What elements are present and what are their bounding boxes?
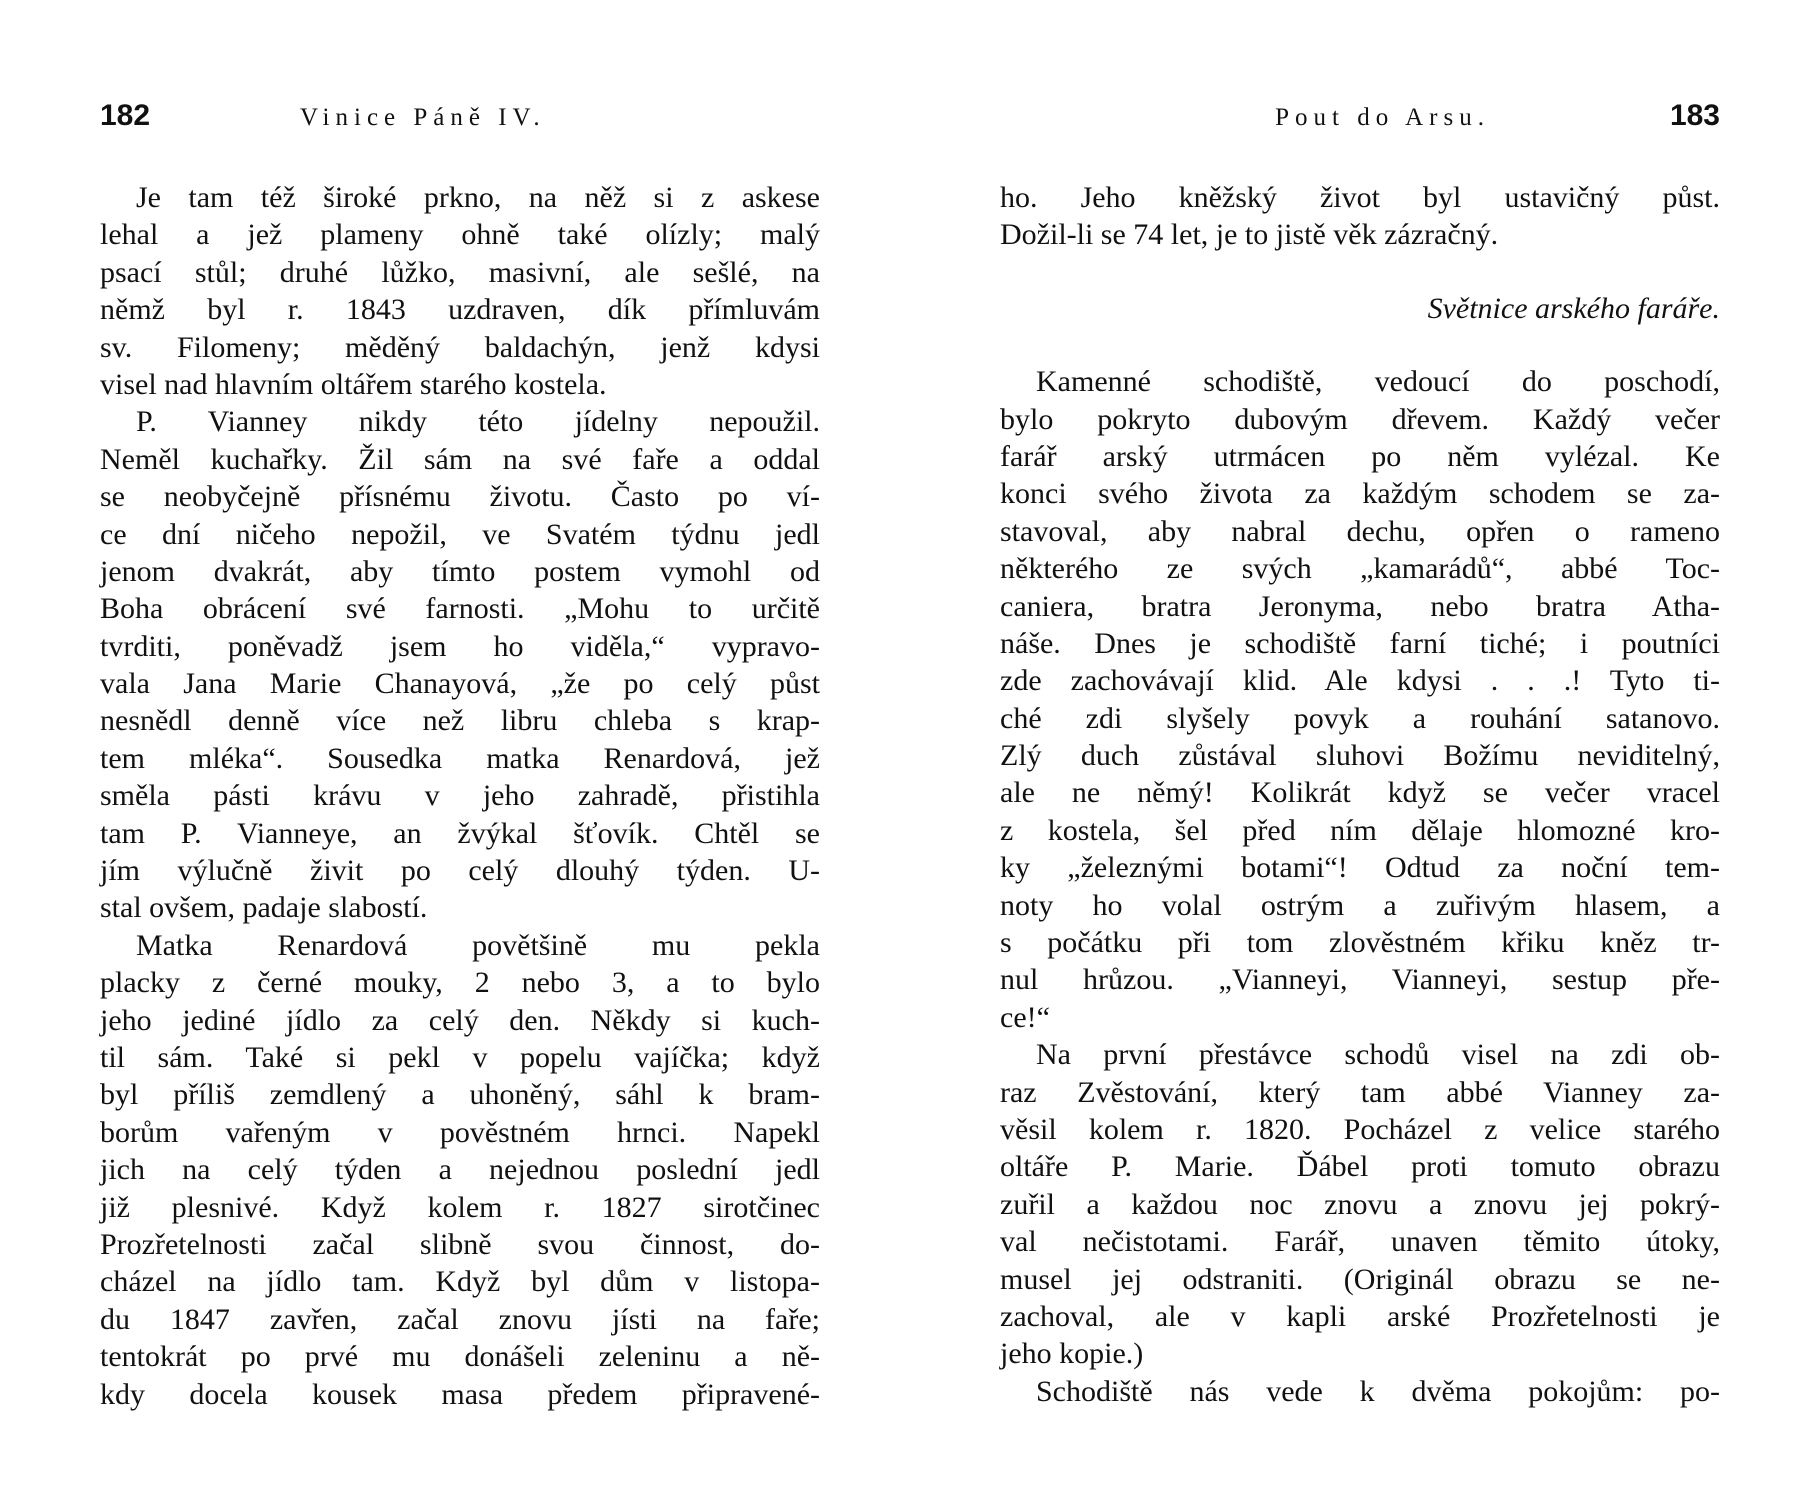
text-line: Prozřetelnosti začal slibně svou činnost, do- — [100, 1227, 820, 1261]
text-line: visel nad hlavním oltářem starého kostela. — [100, 367, 607, 401]
text-line: tentokrát po prvé mu donášeli zeleninu a ně- — [100, 1340, 820, 1374]
left-running-title: Vinice Páně IV. — [300, 104, 546, 131]
text-line: němž byl r. 1843 uzdraven, dík přímluvám — [100, 293, 820, 327]
text-line: Na první přestávce schodů visel na zdi ob- — [1036, 1038, 1720, 1072]
text-line: val nečistotami. Farář, unaven těmito útoky, — [1000, 1225, 1720, 1259]
text-line: konci svého života za každým schodem se za- — [1000, 477, 1720, 511]
text-line: jeho kopie.) — [1000, 1337, 1144, 1371]
left-page — [100, 0, 820, 1500]
text-line: směla pásti krávu v jeho zahradě, přistihla — [100, 779, 820, 813]
text-line: s počátku při tom zlověstném křiku kněz tr- — [1000, 926, 1720, 960]
text-line: stavoval, aby nabral dechu, opřen o rameno — [1000, 514, 1720, 548]
text-line: lehal a jež plameny ohně také olízly; malý — [100, 218, 820, 252]
text-line: tvrditi, poněvadž jsem ho viděla,“ vypravo- — [100, 629, 820, 663]
text-line: Zlý duch zůstával sluhovi Božímu neviditelný, — [1000, 739, 1720, 773]
text-line: věsil kolem r. 1820. Pocházel z velice starého — [1000, 1112, 1720, 1146]
text-line: zde zachovávají klid. Ale kdysi . . .! Tyto ti- — [1000, 664, 1720, 698]
text-line: til sám. Také si pekl v popelu vajíčka; když — [100, 1040, 820, 1074]
text-line: Matka Renardová povětšině mu pekla — [136, 928, 820, 962]
text-line: kdy docela kousek masa předem připravené- — [100, 1377, 820, 1411]
text-line: Schodiště nás vede k dvěma pokojům: po- — [1036, 1374, 1720, 1408]
text-line: jenom dvakrát, aby tímto postem vymohl od — [100, 554, 820, 588]
text-line: stal ovšem, padaje slabostí. — [100, 891, 428, 925]
text-line: náše. Dnes je schodiště farní tiché; i poutníci — [1000, 626, 1720, 660]
text-line: cházel na jídlo tam. Když byl dům v listopa- — [100, 1265, 820, 1299]
text-line: ky „železnými botami“! Odtud za noční tem- — [1000, 851, 1720, 885]
text-line: musel jej odstraniti. (Originál obrazu se ne- — [1000, 1262, 1720, 1296]
text-line: ale ne němý! Kolikrát když se večer vracel — [1000, 776, 1720, 810]
text-line: ce!“ — [1000, 1000, 1050, 1034]
text-line: nul hrůzou. „Vianneyi, Vianneyi, sestup pře- — [1000, 963, 1720, 997]
section-spacer — [1000, 254, 1720, 290]
text-line: Je tam též široké prkno, na něž si z askese — [136, 181, 820, 214]
text-line: raz Zvěstování, který tam abbé Vianney za- — [1000, 1075, 1720, 1109]
left-text-block — [100, 179, 820, 1413]
text-line: caniera, bratra Jeronyma, nebo bratra Atha- — [1000, 589, 1720, 623]
text-line: du 1847 zavřen, začal znovu jísti na faře; — [100, 1302, 820, 1336]
text-line: se neobyčejně přísnému životu. Často po ví- — [100, 480, 820, 514]
text-line: farář arský utrmácen po něm vylézal. Ke — [1000, 439, 1720, 473]
right-running-title: Pout do Arsu. — [1275, 104, 1490, 131]
text-line: jím výlučně živit po celý dlouhý týden. U- — [100, 854, 820, 888]
text-line: ce dní ničeho nepožil, ve Svatém týdnu jedl — [100, 517, 820, 551]
left-running-head — [100, 96, 820, 136]
text-line: Boha obrácení své farnosti. „Mohu to určitě — [100, 592, 820, 626]
text-line: ho. Jeho kněžský život byl ustavičný půst. — [1000, 181, 1720, 214]
text-line: některého ze svých „kamarádů“, abbé Toc- — [1000, 552, 1720, 586]
right-page-number: 183 — [1669, 99, 1720, 132]
text-line: Kamenné schodiště, vedoucí do poschodí, — [1036, 365, 1720, 399]
text-line: jeho jediné jídlo za celý den. Někdy si kuch- — [100, 1003, 820, 1037]
text-line: byl příliš zemdlený a uhoněný, sáhl k bram- — [100, 1078, 820, 1112]
text-line: oltáře P. Marie. Ďábel proti tomuto obrazu — [1000, 1150, 1720, 1184]
text-line: Neměl kuchařky. Žil sám na své faře a oddal — [100, 442, 820, 476]
text-line: noty ho volal ostrým a zuřivým hlasem, a — [1000, 888, 1720, 922]
text-line: borům vařeným v pověstném hrnci. Napekl — [100, 1115, 820, 1149]
text-line: placky z černé mouky, 2 nebo 3, a to bylo — [100, 966, 820, 1000]
text-line: z kostela, šel před ním dělaje hlomozné kro- — [1000, 813, 1720, 847]
text-line: zachoval, ale v kapli arské Prozřetelnosti je — [1000, 1299, 1720, 1333]
section-heading: Světnice arského faráře. — [1427, 291, 1720, 325]
left-page-number: 182 — [100, 99, 151, 132]
text-line: vala Jana Marie Chanayová, „že po celý půst — [100, 667, 820, 701]
text-line: bylo pokryto dubovým dřevem. Každý večer — [1000, 402, 1720, 436]
text-line: zuřil a každou noc znovu a znovu jej pokrý- — [1000, 1187, 1720, 1221]
text-line: P. Vianney nikdy této jídelny nepoužil. — [136, 405, 820, 439]
right-running-head — [1000, 96, 1720, 136]
text-line: Dožil-li se 74 let, je to jistě věk zázračný. — [1000, 218, 1499, 252]
text-line: ché zdi slyšely povyk a rouhání satanovo. — [1000, 701, 1720, 735]
right-page — [1000, 0, 1720, 1500]
text-line: sv. Filomeny; měděný baldachýn, jenž kdysi — [100, 330, 820, 364]
text-line: tem mléka“. Sousedka matka Renardová, jež — [100, 741, 820, 775]
right-text-block — [1000, 179, 1720, 1410]
text-line: jich na celý týden a nejednou poslední jedl — [100, 1153, 820, 1187]
text-line: nesnědl denně více než libru chleba s krap- — [100, 704, 820, 738]
text-line: již plesnivé. Když kolem r. 1827 sirotčinec — [100, 1190, 820, 1224]
text-line: tam P. Vianneye, an žvýkal šťovík. Chtěl se — [100, 816, 820, 850]
text-line: psací stůl; druhé lůžko, masivní, ale sešlé, na — [100, 255, 820, 289]
